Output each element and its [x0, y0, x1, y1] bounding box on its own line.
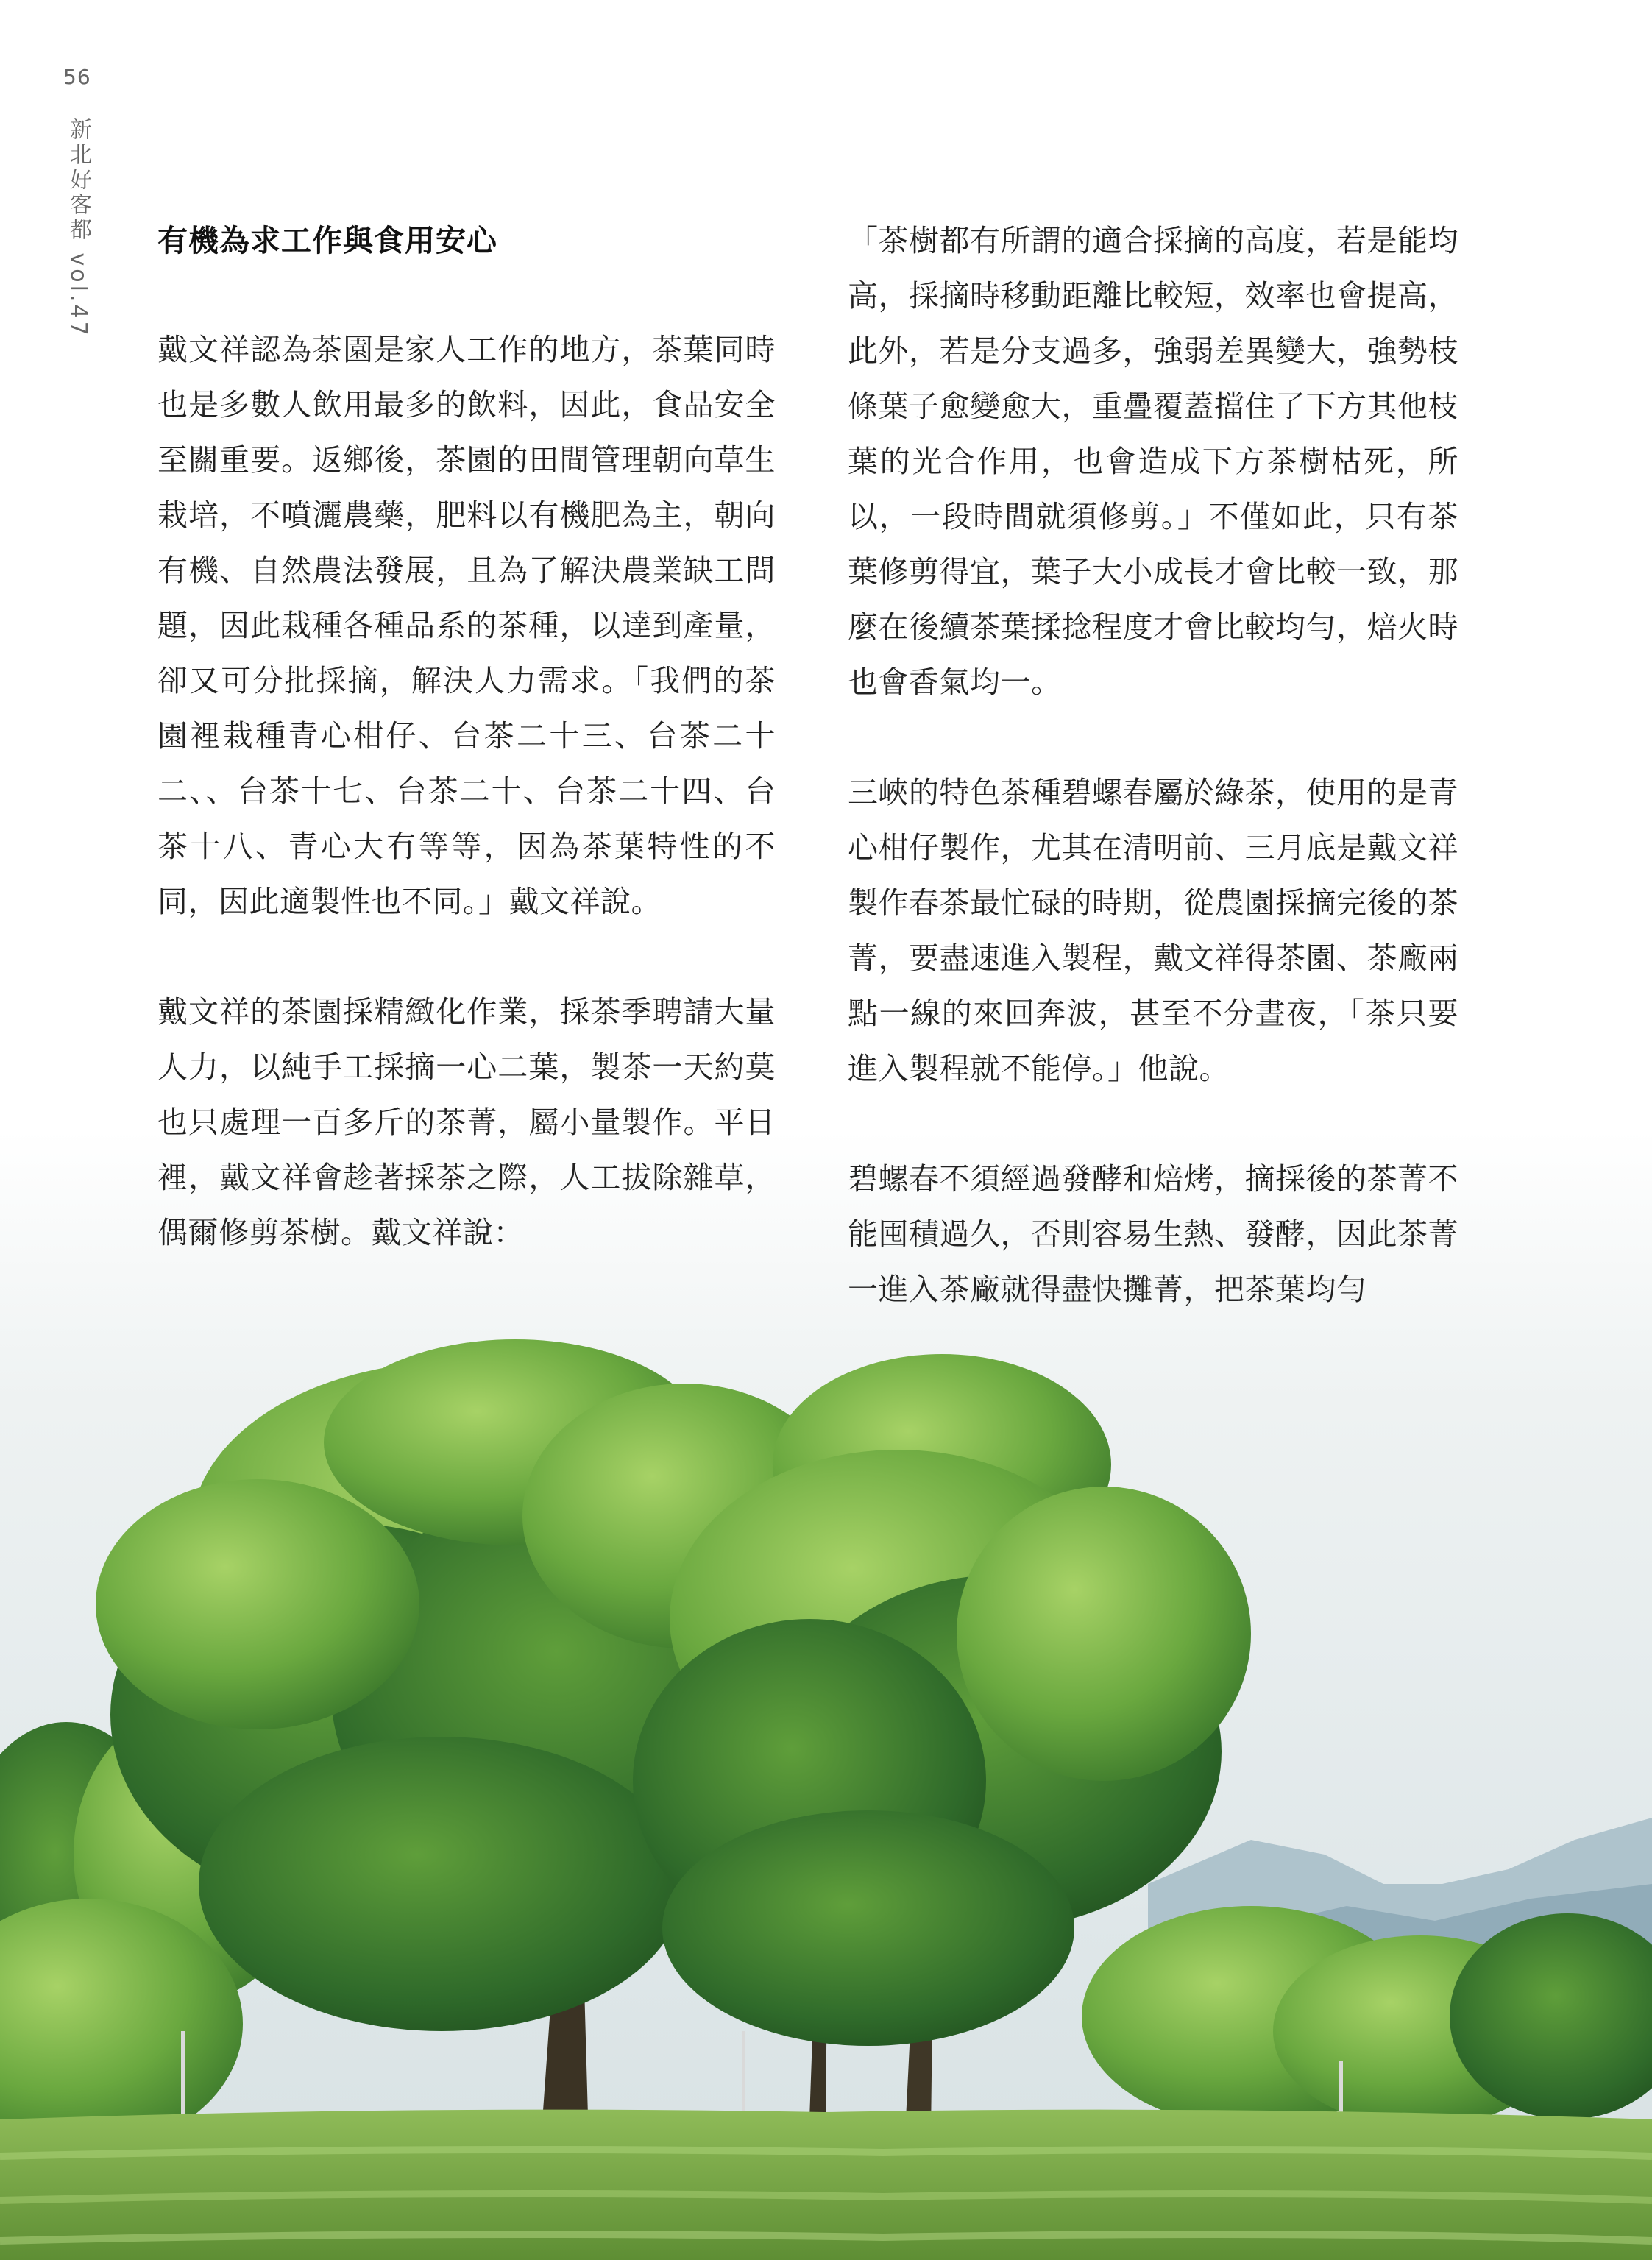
body-paragraph: 三峽的特色茶種碧螺春屬於綠茶，使用的是青心柑仔製作，尤其在清明前、三月底是戴文祥製作春茶最忙碌的時期，從農園採摘完後的茶菁，要盡速進入製程，戴文祥得茶園、茶廠兩點一線的來回奔波，甚至不分晝夜，「茶只要進入製程就不能停。」他說。: [848, 775, 1458, 1086]
left-column: [157, 213, 776, 1261]
body-paragraph: 戴文祥認為茶園是家人工作的地方，茶葉同時也是多數人飲用最多的飲料，因此，食品安全至關重要。返鄉後，茶園的田間管理朝向草生栽培，不噴灑農藥，肥料以有機肥為主，朝向有機、自然農法發展，且為了解決農業缺工問題，因此栽種各種品系的茶種，以達到產量，卻又可分批採摘，解決人力需求。「我們的茶園裡栽種青心柑仔、台茶二十三、台茶二十二、、台茶十七、台茶二十、台茶二十四、台茶十八、青心大冇等等，因為茶葉特性的不同，因此適製性也不同。」戴文祥說。: [157, 332, 776, 919]
right-column: [848, 213, 1458, 1317]
section-heading: 有機為求工作與食用安心: [157, 223, 497, 258]
body-paragraph: 「茶樹都有所謂的適合採摘的高度，若是能均高，採摘時移動距離比較短，效率也會提高，此外，若是分支過多，強弱差異變大，強勢枝條葉子愈變愈大，重疊覆蓋擋住了下方其他枝葉的光合作用，也會造成下方茶樹枯死，所以，一段時間就須修剪。」不僅如此，只有茶葉修剪得宜，葉子大小成長才會比較一致，那麼在後續茶葉揉捻程度才會比較均勻，焙火時也會香氣均一。: [848, 223, 1458, 700]
page-number: 56: [63, 65, 91, 89]
body-paragraph: 戴文祥的茶園採精緻化作業，採茶季聘請大量人力，以純手工採摘一心二葉，製茶一天約莫也只處理一百多斤的茶菁，屬小量製作。平日裡，戴文祥會趁著採茶之際，人工拔除雜草，偶爾修剪茶樹。戴文祥說：: [157, 994, 776, 1250]
running-head: 新北好客都 vol.47: [65, 118, 91, 339]
body-paragraph: 碧螺春不須經過發酵和焙烤，摘採後的茶菁不能囤積過久，否則容易生熱、發酵，因此茶菁一進入茶廠就得盡快攤菁，把茶葉均勻: [848, 1161, 1458, 1307]
